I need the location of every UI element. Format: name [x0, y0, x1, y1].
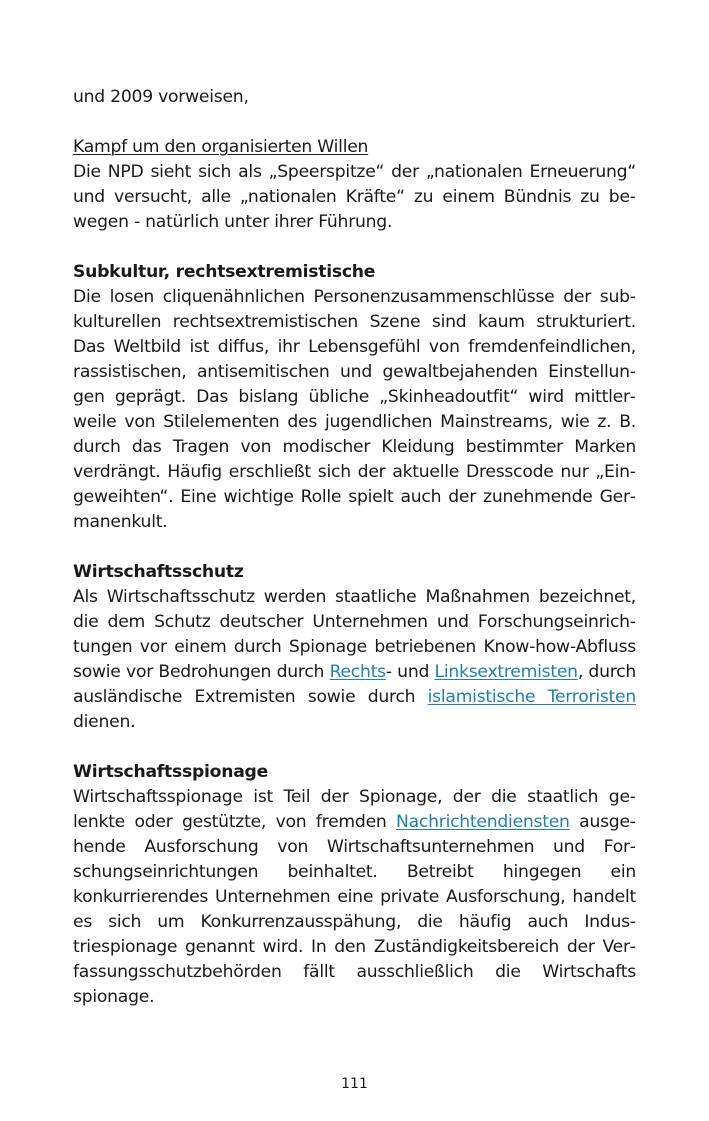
section-heading-kampf: Kampf um den organisierten Willen: [73, 137, 369, 157]
link-linksextremisten[interactable]: Linksextremisten: [434, 662, 578, 682]
section-body-kampf: Die NPD sieht sich als „Speerspitze“ der „nationalen Erneuerung“ und versucht, alle „nationalen Kräfte“ zu einem Bündnis zu bewegen - natürlich unter ihrer Führung.: [73, 162, 636, 232]
section-body-wirtschaftsspionage: [73, 785, 636, 1010]
link-islamistische-terroristen[interactable]: islamistische Terroristen: [427, 687, 637, 707]
paragraph-spacer: [73, 735, 636, 760]
body-text: ausgehende Ausforschung von Wirtschaftsunternehmen und Forschungseinrichtungen beinhaltet. Betreibt hingegen ein konkurrierendes Unternehmen eine private Ausforschung, handelt es sich um Konkurrenzausspähung, die häufig auch Industriespionage genannt wird. In den Zuständigkeitsbereich der Verfassungsschutzbehörden fällt ausschließlich die Wirtschafts spionage.: [73, 812, 636, 1007]
section-wirtschaftsschutz: [73, 560, 636, 735]
section-subkultur: [73, 260, 636, 535]
link-nachrichtendiensten[interactable]: Nachrichtendiensten: [396, 812, 570, 832]
page-content: [73, 85, 636, 1010]
paragraph-spacer: [73, 110, 636, 135]
section-body-subkultur: Die losen cliquenähnlichen Personenzusammenschlüsse der subkulturellen rechtsextremistischen Szene sind kaum strukturiert. Das Weltbild ist diffus, ihr Lebensgefühl von fremdenfeindlichen, rassistischen, antisemitischen und gewaltbejahenden Einstellungen geprägt. Das bislang übliche „Skinheadoutfit“ wird mittlerweile von Stilelementen des jugendlichen Mainstreams, wie z. B. durch das Tragen von modischer Kleidung bestimmter Marken verdrängt. Häufig erschließt sich der aktuelle Dresscode nur „Eingeweihten“. Eine wichtige Rolle spielt auch der zunehmende Germanenkult.: [73, 287, 636, 532]
section-wirtschaftsspionage: [73, 760, 636, 1010]
body-text: - und: [385, 662, 435, 682]
page-number: 111: [341, 1076, 368, 1092]
body-text: , durch ausländische Extremisten sowie durch: [73, 662, 637, 707]
section-body-wirtschaftsschutz: [73, 585, 636, 735]
section-heading-wirtschaftsspionage: Wirtschaftsspionage: [73, 762, 268, 782]
section-kampf: [73, 135, 636, 235]
intro-line: und 2009 vorweisen,: [73, 87, 249, 107]
body-text: dienen.: [73, 712, 136, 732]
body-text: Als Wirtschaftsschutz werden staatliche Maßnahmen bezeichnet, die dem Schutz deutscher Unternehmen und Forschungseinrichtungen vor einem durch Spionage betriebenen Know-how-Abfluss sowie vor Bedrohungen durch: [73, 587, 636, 682]
paragraph-spacer: [73, 235, 636, 260]
paragraph-spacer: [73, 535, 636, 560]
section-heading-wirtschaftsschutz: Wirtschaftsschutz: [73, 562, 244, 582]
section-heading-subkultur: Subkultur, rechtsextremistische: [73, 262, 376, 282]
link-rechts[interactable]: Rechts: [329, 662, 386, 682]
body-text: Wirtschaftsspionage ist Teil der Spionage, der die staatlich gelenkte oder gestützte, von fremden: [73, 787, 636, 832]
